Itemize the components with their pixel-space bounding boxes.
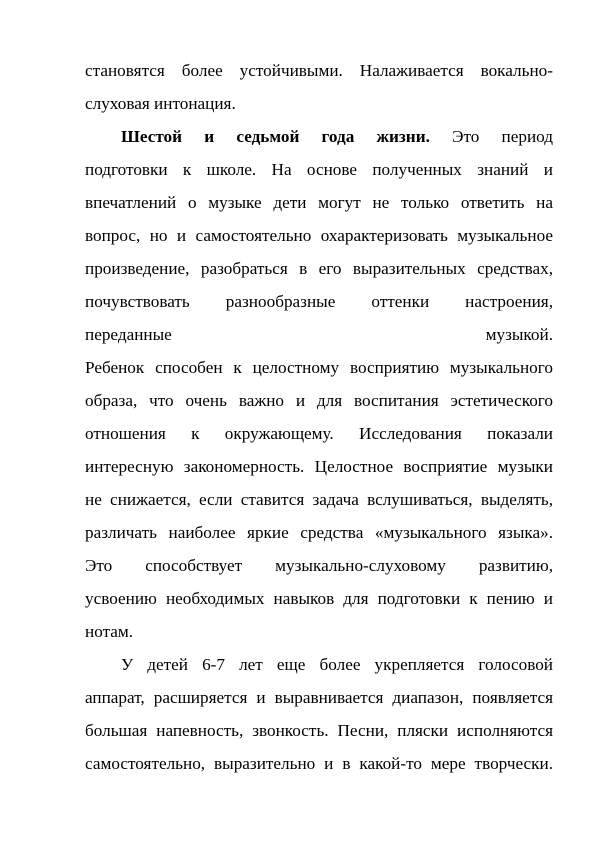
paragraph-lead-heading: Шестой и седьмой года жизни. [121,127,430,146]
text-line: отношения к окружающему. Исследования показали [85,424,553,443]
text-line: почувствовать разнообразные оттенки настроения, [85,292,553,311]
text-line: переданные музыкой. [85,325,553,344]
text-line: различать наиболее яркие средства «музыкального языка». [85,523,553,542]
text-line: слуховая интонация. [85,94,236,113]
text-fragment: Это период [452,127,553,146]
document-body [85,54,553,780]
paragraph-voice-development [85,648,553,780]
text-line: становятся более устойчивыми. Налаживается вокально- [85,61,553,80]
text-line: произведение, разобраться в его выразительных средствах, [85,259,553,278]
text-line: усвоению необходимых навыков для подготовки к пению и [85,589,553,608]
text-line: нотам. [85,622,134,641]
text-line: вопрос, но и самостоятельно охарактеризовать музыкальное [85,226,553,245]
paragraph-continuation [85,54,553,120]
text-line: впечатлений о музыке дети могут не только ответить на [85,193,553,212]
text-line: не снижается, если ставится задача вслушиваться, выделять, [85,490,553,509]
text-line: подготовки к школе. На основе полученных знаний и [85,160,553,179]
text-line: интересную закономерность. Целостное восприятие музыки [85,457,553,476]
text-line: образа, что очень важно и для воспитания эстетического [85,391,553,410]
text-line: У детей 6-7 лет еще более укрепляется голосовой [121,655,553,674]
paragraph-age-6-7 [85,120,553,648]
text-line: самостоятельно, выразительно и в какой-то мере творчески. [85,754,553,773]
text-line: аппарат, расширяется и выравнивается диапазон, появляется [85,688,553,707]
text-line: Ребенок способен к целостному восприятию музыкального [85,358,553,377]
text-line: большая напевность, звонкость. Песни, пляски исполняются [85,721,553,740]
text-line-heading [85,120,553,153]
text-line: Это способствует музыкально-слуховому развитию, [85,556,553,575]
